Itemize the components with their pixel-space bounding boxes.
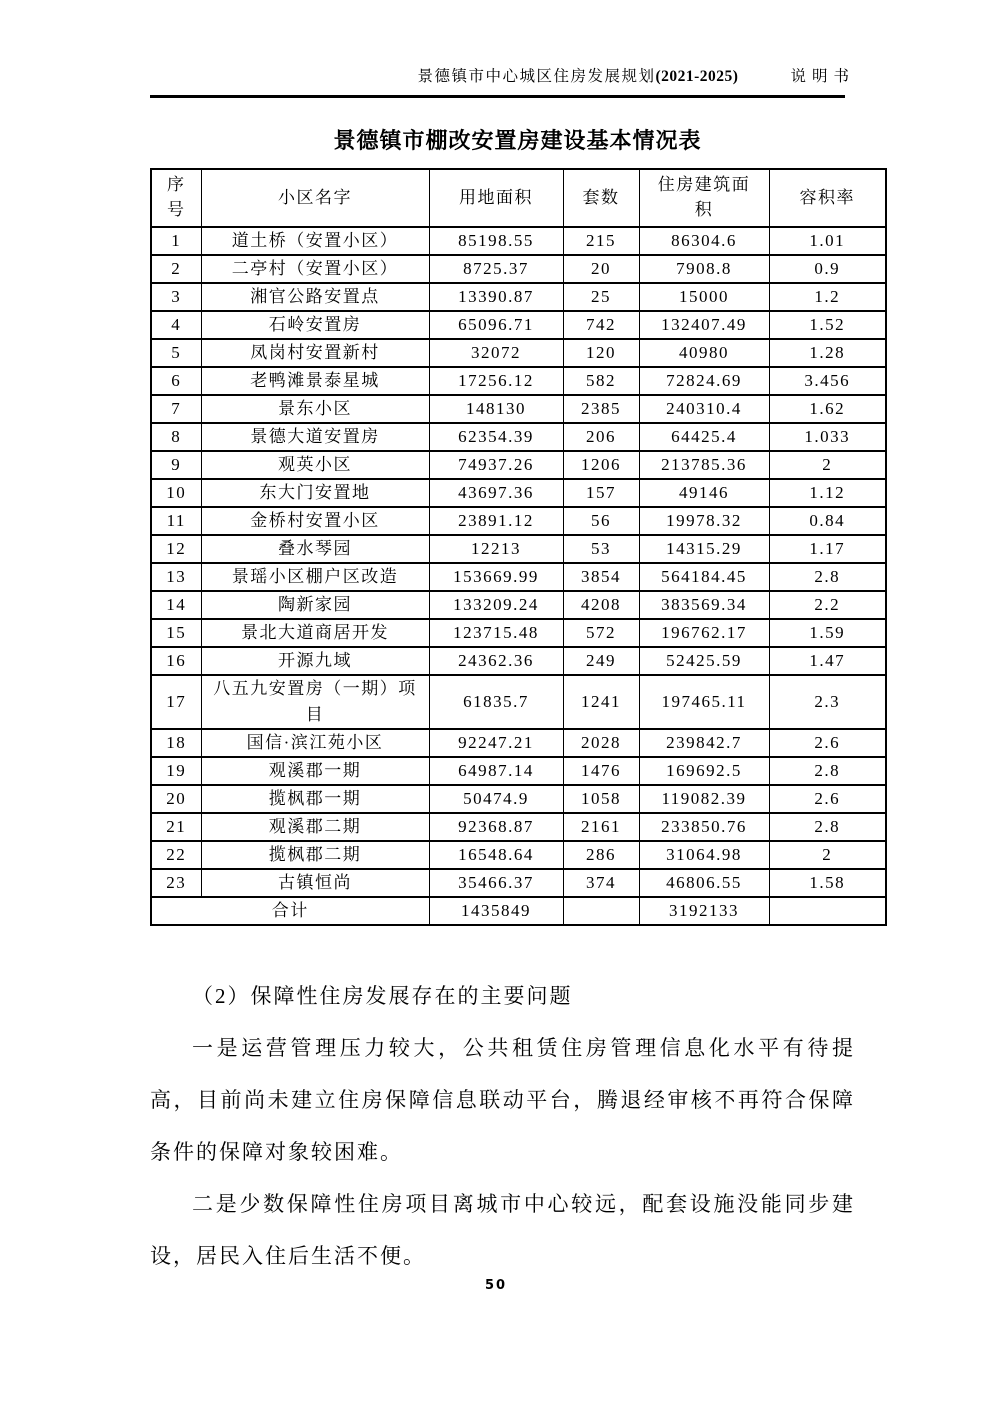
cell-plot-ratio: 2.8 xyxy=(769,813,886,841)
cell-land-area: 64987.14 xyxy=(429,757,563,785)
doc-title-text: 景德镇市中心城区住房发展规划 xyxy=(417,68,656,85)
col-header-no-text: 序号 xyxy=(167,175,186,219)
cell-building-area: 15000 xyxy=(639,283,769,311)
cell-no: 15 xyxy=(151,619,201,647)
cell-plot-ratio: 2.8 xyxy=(769,757,886,785)
table-row xyxy=(151,785,886,813)
total-building-area: 3192133 xyxy=(639,897,769,925)
cell-land-area: 32072 xyxy=(429,339,563,367)
cell-plot-ratio: 1.62 xyxy=(769,395,886,423)
table-row xyxy=(151,619,886,647)
table-row xyxy=(151,227,886,255)
table-row xyxy=(151,479,886,507)
running-head xyxy=(150,64,855,86)
cell-units: 2385 xyxy=(563,395,639,423)
cell-no: 8 xyxy=(151,423,201,451)
cell-no: 9 xyxy=(151,451,201,479)
total-row xyxy=(151,897,886,925)
cell-building-area: 46806.55 xyxy=(639,869,769,897)
table-row xyxy=(151,591,886,619)
cell-name: 道土桥（安置小区） xyxy=(201,227,429,255)
cell-plot-ratio: 1.28 xyxy=(769,339,886,367)
cell-units: 1241 xyxy=(563,675,639,729)
cell-name: 景北大道商居开发 xyxy=(201,619,429,647)
cell-name: 观英小区 xyxy=(201,451,429,479)
cell-building-area: 64425.4 xyxy=(639,423,769,451)
table-row xyxy=(151,423,886,451)
cell-land-area: 85198.55 xyxy=(429,227,563,255)
cell-no: 3 xyxy=(151,283,201,311)
cell-units: 2028 xyxy=(563,729,639,757)
cell-building-area: 240310.4 xyxy=(639,395,769,423)
cell-no: 19 xyxy=(151,757,201,785)
table-row xyxy=(151,729,886,757)
cell-units: 249 xyxy=(563,647,639,675)
cell-plot-ratio: 0.9 xyxy=(769,255,886,283)
cell-plot-ratio: 1.033 xyxy=(769,423,886,451)
cell-land-area: 153669.99 xyxy=(429,563,563,591)
cell-land-area: 8725.37 xyxy=(429,255,563,283)
paragraph-issue-2: 二是少数保障性住房项目离城市中心较远，配套设施没能同步建设，居民入住后生活不便。 xyxy=(150,1192,855,1268)
total-land-area: 1435849 xyxy=(429,897,563,925)
table-row xyxy=(151,339,886,367)
cell-plot-ratio: 1.12 xyxy=(769,479,886,507)
table-row xyxy=(151,841,886,869)
cell-no: 16 xyxy=(151,647,201,675)
cell-land-area: 43697.36 xyxy=(429,479,563,507)
cell-no: 17 xyxy=(151,675,201,729)
cell-land-area: 50474.9 xyxy=(429,785,563,813)
table-row xyxy=(151,813,886,841)
cell-plot-ratio: 2.6 xyxy=(769,729,886,757)
cell-no: 13 xyxy=(151,563,201,591)
cell-units: 1206 xyxy=(563,451,639,479)
table-row xyxy=(151,563,886,591)
cell-units: 206 xyxy=(563,423,639,451)
cell-name: 景东小区 xyxy=(201,395,429,423)
cell-units: 120 xyxy=(563,339,639,367)
header-divider xyxy=(150,95,845,98)
cell-no: 2 xyxy=(151,255,201,283)
cell-no: 1 xyxy=(151,227,201,255)
cell-no: 10 xyxy=(151,479,201,507)
cell-units: 2161 xyxy=(563,813,639,841)
cell-building-area: 14315.29 xyxy=(639,535,769,563)
col-header-no xyxy=(151,169,201,227)
cell-name: 石岭安置房 xyxy=(201,311,429,339)
cell-building-area: 86304.6 xyxy=(639,227,769,255)
cell-units: 157 xyxy=(563,479,639,507)
cell-name: 叠水琴园 xyxy=(201,535,429,563)
cell-building-area: 19978.32 xyxy=(639,507,769,535)
cell-name: 揽枫郡一期 xyxy=(201,785,429,813)
cell-building-area: 132407.49 xyxy=(639,311,769,339)
col-header-land-area: 用地面积 xyxy=(429,169,563,227)
cell-building-area: 383569.34 xyxy=(639,591,769,619)
cell-plot-ratio: 0.84 xyxy=(769,507,886,535)
cell-building-area: 239842.7 xyxy=(639,729,769,757)
cell-name: 国信·滨江苑小区 xyxy=(201,729,429,757)
table-row xyxy=(151,311,886,339)
cell-building-area: 564184.45 xyxy=(639,563,769,591)
cell-units: 374 xyxy=(563,869,639,897)
total-units-empty xyxy=(563,897,639,925)
body-text xyxy=(150,970,855,1282)
cell-plot-ratio: 2 xyxy=(769,841,886,869)
cell-building-area: 197465.11 xyxy=(639,675,769,729)
cell-building-area: 233850.76 xyxy=(639,813,769,841)
cell-no: 7 xyxy=(151,395,201,423)
page-number: 50 xyxy=(484,1278,508,1293)
cell-plot-ratio: 2.3 xyxy=(769,675,886,729)
cell-no: 4 xyxy=(151,311,201,339)
cell-plot-ratio: 2.8 xyxy=(769,563,886,591)
cell-plot-ratio: 1.59 xyxy=(769,619,886,647)
cell-name: 湘官公路安置点 xyxy=(201,283,429,311)
cell-land-area: 13390.87 xyxy=(429,283,563,311)
doc-title xyxy=(417,64,738,86)
cell-name: 二亭村（安置小区） xyxy=(201,255,429,283)
cell-land-area: 23891.12 xyxy=(429,507,563,535)
cell-land-area: 16548.64 xyxy=(429,841,563,869)
col-header-units: 套数 xyxy=(563,169,639,227)
section-heading: （2）保障性住房发展存在的主要问题 xyxy=(192,984,573,1008)
cell-name: 凤岗村安置新村 xyxy=(201,339,429,367)
table-row xyxy=(151,283,886,311)
table-footer xyxy=(151,897,886,925)
total-plot-ratio-empty xyxy=(769,897,886,925)
cell-no: 21 xyxy=(151,813,201,841)
cell-name: 八五九安置房（一期）项目 xyxy=(201,675,429,729)
col-header-building-area-text: 住房建筑面积 xyxy=(657,175,751,219)
cell-plot-ratio: 1.47 xyxy=(769,647,886,675)
cell-units: 582 xyxy=(563,367,639,395)
cell-building-area: 196762.17 xyxy=(639,619,769,647)
header-row xyxy=(151,169,886,227)
cell-land-area: 61835.7 xyxy=(429,675,563,729)
cell-units: 1476 xyxy=(563,757,639,785)
table-row xyxy=(151,675,886,729)
cell-land-area: 92368.87 xyxy=(429,813,563,841)
cell-units: 1058 xyxy=(563,785,639,813)
cell-no: 22 xyxy=(151,841,201,869)
table-row xyxy=(151,507,886,535)
cell-land-area: 148130 xyxy=(429,395,563,423)
cell-name: 开源九域 xyxy=(201,647,429,675)
cell-units: 25 xyxy=(563,283,639,311)
cell-units: 215 xyxy=(563,227,639,255)
cell-land-area: 92247.21 xyxy=(429,729,563,757)
table-row xyxy=(151,367,886,395)
table-header xyxy=(151,169,886,227)
table-body xyxy=(151,227,886,897)
cell-land-area: 65096.71 xyxy=(429,311,563,339)
cell-plot-ratio: 1.2 xyxy=(769,283,886,311)
table-title: 景德镇市棚改安置房建设基本情况表 xyxy=(333,128,702,153)
cell-land-area: 17256.12 xyxy=(429,367,563,395)
cell-name: 古镇恒尚 xyxy=(201,869,429,897)
cell-plot-ratio: 1.52 xyxy=(769,311,886,339)
page-content xyxy=(150,64,885,1282)
cell-no: 23 xyxy=(151,869,201,897)
cell-units: 56 xyxy=(563,507,639,535)
resettlement-housing-table xyxy=(150,168,887,926)
cell-building-area: 40980 xyxy=(639,339,769,367)
cell-building-area: 31064.98 xyxy=(639,841,769,869)
table-row xyxy=(151,535,886,563)
cell-no: 18 xyxy=(151,729,201,757)
cell-building-area: 52425.59 xyxy=(639,647,769,675)
cell-plot-ratio: 1.01 xyxy=(769,227,886,255)
cell-units: 4208 xyxy=(563,591,639,619)
cell-name: 揽枫郡二期 xyxy=(201,841,429,869)
cell-name: 观溪郡一期 xyxy=(201,757,429,785)
cell-plot-ratio: 1.58 xyxy=(769,869,886,897)
cell-building-area: 119082.39 xyxy=(639,785,769,813)
cell-no: 12 xyxy=(151,535,201,563)
cell-units: 20 xyxy=(563,255,639,283)
cell-plot-ratio: 2.2 xyxy=(769,591,886,619)
col-header-building-area xyxy=(639,169,769,227)
cell-building-area: 169692.5 xyxy=(639,757,769,785)
table-row xyxy=(151,647,886,675)
cell-name: 老鸭滩景泰星城 xyxy=(201,367,429,395)
table-row xyxy=(151,757,886,785)
cell-name: 金桥村安置小区 xyxy=(201,507,429,535)
cell-building-area: 49146 xyxy=(639,479,769,507)
cell-plot-ratio: 1.17 xyxy=(769,535,886,563)
cell-name: 陶新家园 xyxy=(201,591,429,619)
cell-units: 53 xyxy=(563,535,639,563)
cell-building-area: 213785.36 xyxy=(639,451,769,479)
cell-units: 3854 xyxy=(563,563,639,591)
cell-no: 14 xyxy=(151,591,201,619)
cell-units: 572 xyxy=(563,619,639,647)
cell-land-area: 133209.24 xyxy=(429,591,563,619)
cell-name: 观溪郡二期 xyxy=(201,813,429,841)
cell-land-area: 123715.48 xyxy=(429,619,563,647)
cell-land-area: 74937.26 xyxy=(429,451,563,479)
col-header-name: 小区名字 xyxy=(201,169,429,227)
cell-name: 景瑶小区棚户区改造 xyxy=(201,563,429,591)
table-row xyxy=(151,451,886,479)
table-row xyxy=(151,869,886,897)
cell-plot-ratio: 2.6 xyxy=(769,785,886,813)
cell-units: 286 xyxy=(563,841,639,869)
col-header-plot-ratio: 容积率 xyxy=(769,169,886,227)
cell-no: 11 xyxy=(151,507,201,535)
paragraph-issue-1: 一是运营管理压力较大，公共租赁住房管理信息化水平有待提高，目前尚未建立住房保障信息联动平台，腾退经审核不再符合保障条件的保障对象较困难。 xyxy=(150,1036,855,1164)
cell-plot-ratio: 2 xyxy=(769,451,886,479)
cell-name: 景德大道安置房 xyxy=(201,423,429,451)
cell-land-area: 62354.39 xyxy=(429,423,563,451)
doc-type-label: 说明书 xyxy=(790,68,855,85)
table-row xyxy=(151,395,886,423)
table-row xyxy=(151,255,886,283)
cell-land-area: 12213 xyxy=(429,535,563,563)
total-label: 合计 xyxy=(151,897,429,925)
cell-land-area: 35466.37 xyxy=(429,869,563,897)
cell-units: 742 xyxy=(563,311,639,339)
cell-no: 20 xyxy=(151,785,201,813)
cell-land-area: 24362.36 xyxy=(429,647,563,675)
doc-title-years: (2021-2025) xyxy=(655,68,739,85)
cell-name: 东大门安置地 xyxy=(201,479,429,507)
cell-plot-ratio: 3.456 xyxy=(769,367,886,395)
cell-building-area: 7908.8 xyxy=(639,255,769,283)
cell-no: 5 xyxy=(151,339,201,367)
cell-building-area: 72824.69 xyxy=(639,367,769,395)
cell-no: 6 xyxy=(151,367,201,395)
